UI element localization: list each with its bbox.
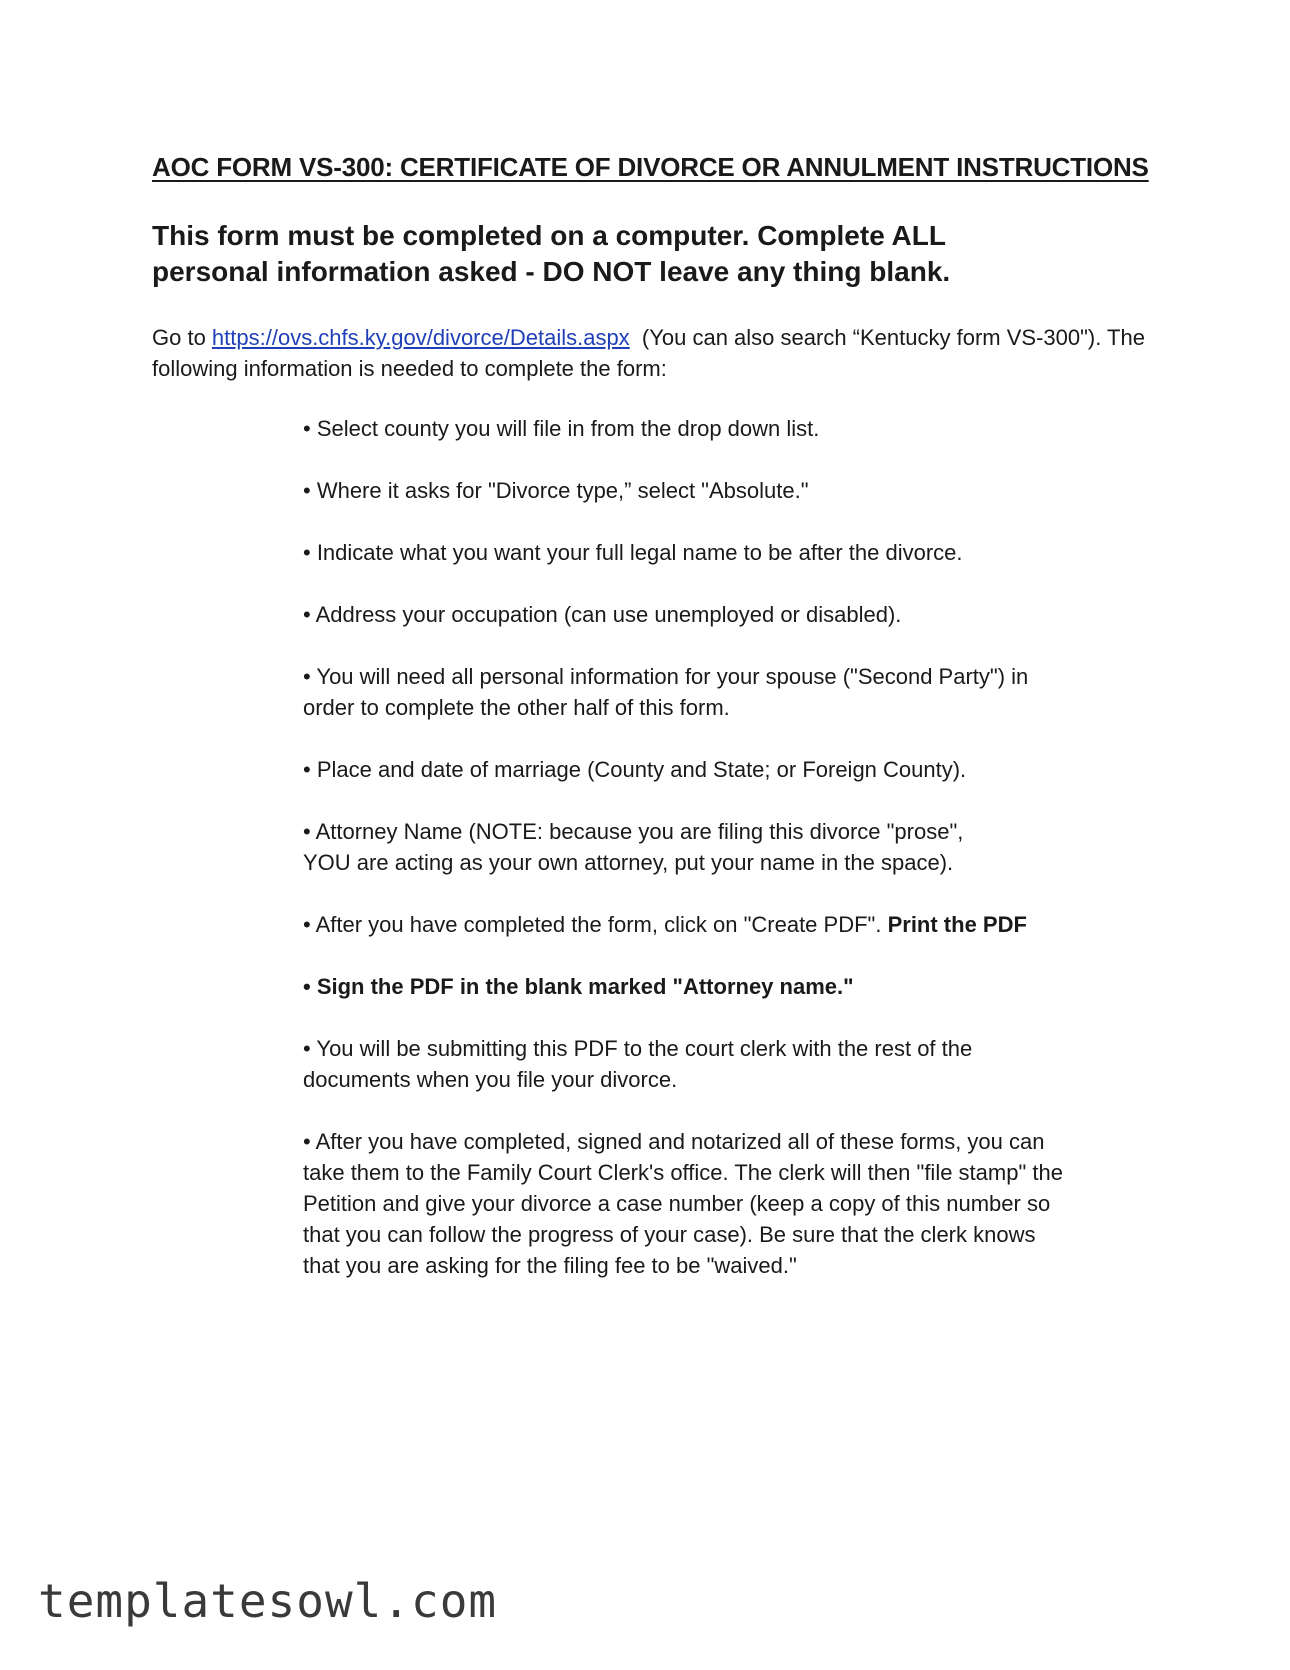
document-title: AOC FORM VS-300: CERTIFICATE OF DIVORCE OR ANNULMENT INSTRUCTIONS bbox=[152, 152, 1149, 182]
step-text: • Address your occupation (can use unemployed or disabled). bbox=[303, 602, 902, 627]
watermark-text: templatesowl.com bbox=[38, 1574, 498, 1628]
step-text: • After you have completed the form, click on "Create PDF". bbox=[303, 912, 888, 937]
step-text: • After you have completed, signed and notarized all of these forms, you can take them to the Family Court Clerk's office. The clerk will then "file stamp" the Petition and give your divorce a case number (keep a copy of this number so that you can follow the progress of your case). Be sure that the clerk knows that you are asking for the filing fee to be "waived." bbox=[303, 1129, 1063, 1278]
list-item bbox=[303, 413, 1083, 444]
list-item bbox=[303, 816, 993, 878]
step-text: • Place and date of marriage (County and State; or Foreign County). bbox=[303, 757, 967, 782]
step-text: • Indicate what you want your full legal name to be after the divorce. bbox=[303, 540, 963, 565]
intro-suffix: (You can also search “Kentucky form VS-300"). The following information is needed to complete the form: bbox=[152, 325, 1152, 381]
step-text: • Select county you will file in from the drop down list. bbox=[303, 416, 820, 441]
step-text: • Where it asks for "Divorce type,” select "Absolute." bbox=[303, 478, 809, 503]
form-link[interactable]: https://ovs.chfs.ky.gov/divorce/Details.aspx bbox=[211, 325, 630, 350]
list-item bbox=[303, 475, 1083, 506]
list-item bbox=[303, 1126, 1063, 1281]
list-item bbox=[303, 909, 1083, 940]
step-text: • You will need all personal information for your spouse ("Second Party") in order to complete the other half of this form. bbox=[303, 664, 1029, 720]
intro-prefix: Go to bbox=[152, 325, 212, 350]
list-item bbox=[303, 599, 1083, 630]
list-item bbox=[303, 754, 1083, 785]
lead-instruction: This form must be completed on a computer. Complete ALL personal information asked - DO NOT leave any thing blank. bbox=[152, 220, 951, 287]
instruction-list bbox=[303, 413, 1083, 1312]
list-item bbox=[303, 537, 1083, 568]
list-item bbox=[303, 971, 1083, 1002]
step-text: • Attorney Name (NOTE: because you are filing this divorce "prose", YOU are acting as your own attorney, put your name in the space). bbox=[303, 819, 964, 875]
list-item bbox=[303, 661, 1083, 723]
intro-paragraph bbox=[152, 322, 1162, 384]
list-item bbox=[303, 1033, 1033, 1095]
step-bold-text: • Sign the PDF in the blank marked "Attorney name." bbox=[303, 974, 854, 999]
step-text: • You will be submitting this PDF to the court clerk with the rest of the documents when you file your divorce. bbox=[303, 1036, 973, 1092]
step-bold-text: Print the PDF bbox=[887, 912, 1027, 937]
